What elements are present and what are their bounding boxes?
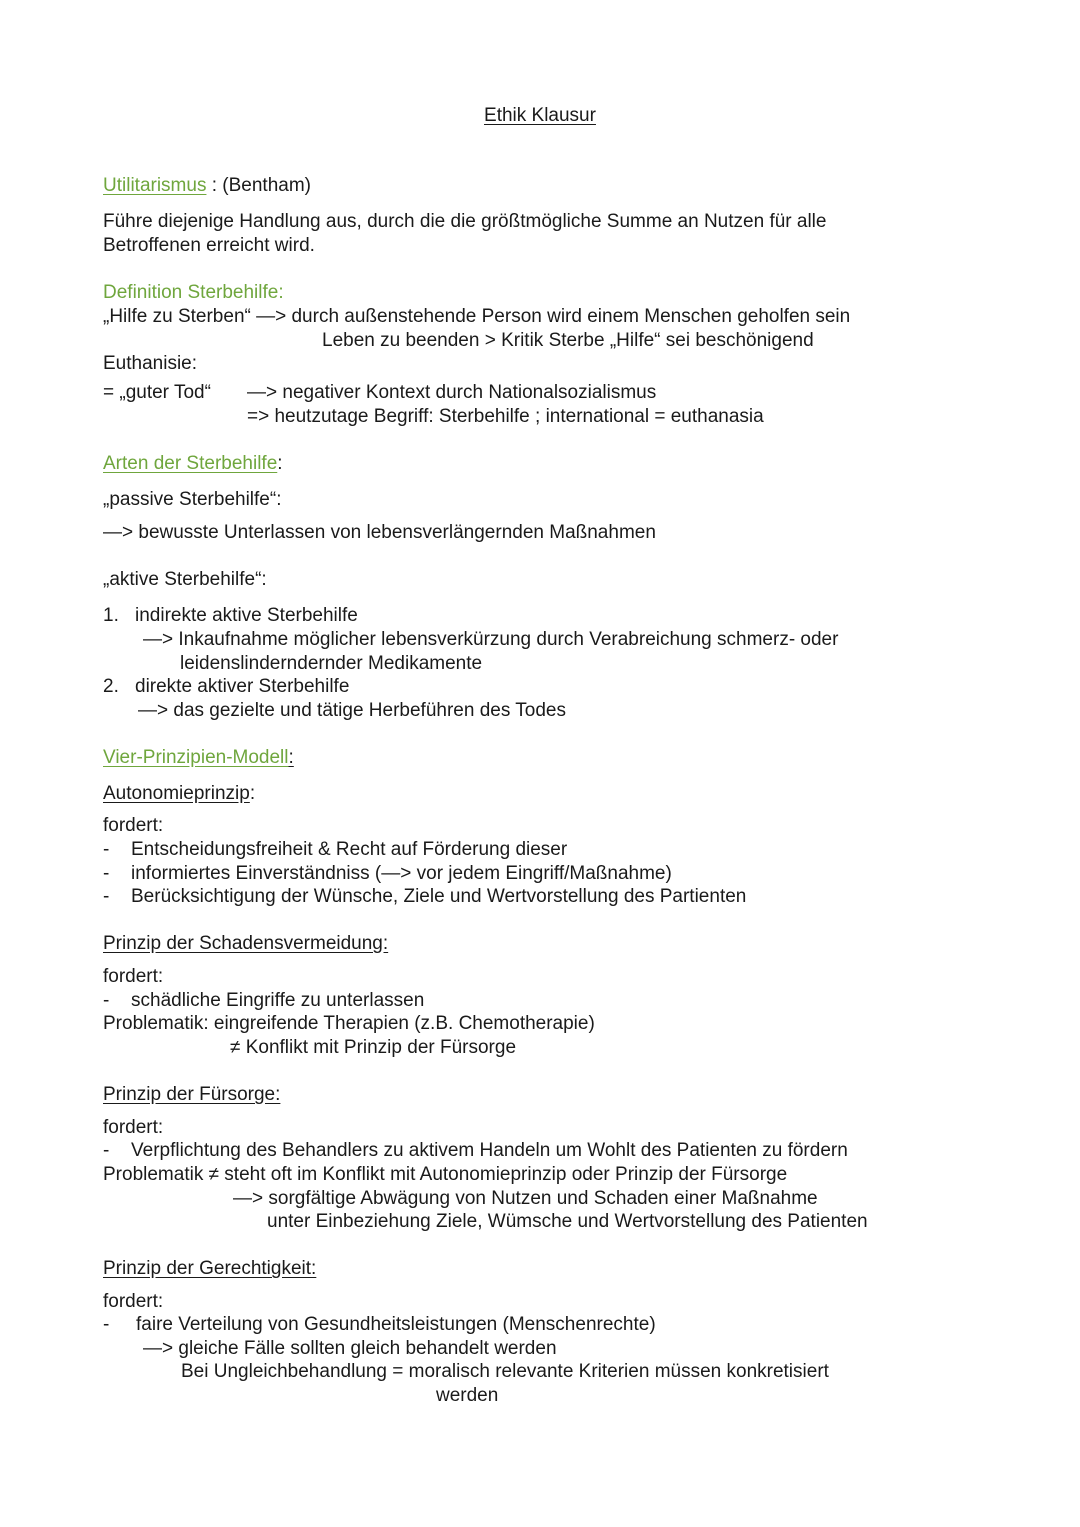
page-title: Ethik Klausur (484, 105, 596, 126)
fuersorge-heading: Prinzip der Fürsorge: (103, 1084, 281, 1105)
indirekt-description-2: leidenslinderndernder Medikamente (180, 653, 483, 674)
euthanasie-label: Euthanisie: (103, 353, 198, 374)
definition-text-1: „Hilfe zu Sterben“ —> durch außenstehende Person wird einem Menschen geholfen sein (103, 306, 851, 327)
fuersorge-fordert: fordert: (103, 1117, 164, 1138)
bullet-dash: - (103, 886, 110, 907)
aktive-label: „aktive Sterbehilfe“: (103, 569, 267, 590)
autonomie-bullet-3: Berücksichtigung der Wünsche, Ziele und Wertvorstellung des Partienten (131, 886, 747, 907)
gerechtigkeit-fordert: fordert: (103, 1291, 164, 1312)
fuersorge-arrow-1: —> sorgfältige Abwägung von Nutzen und Schaden einer Maßnahme (233, 1188, 818, 1209)
autonomie-heading-line (103, 782, 255, 806)
euthanasie-arrow-2: => heutzutage Begriff: Sterbehilfe ; international = euthanasia (247, 406, 764, 427)
schaden-problematik: Problematik: eingreifende Therapien (z.B. Chemotherapie) (103, 1013, 595, 1034)
schaden-fordert: fordert: (103, 966, 164, 987)
utilitarismus-heading: Utilitarismus (103, 175, 207, 196)
gerechtigkeit-line-4: werden (436, 1385, 499, 1406)
list-item-indirekt: indirekte aktive Sterbehilfe (135, 605, 358, 626)
arten-heading-line (103, 452, 283, 476)
vier-prinzipien-heading-line (103, 746, 294, 770)
bullet-dash: - (103, 839, 110, 860)
fuersorge-bullet-1: Verpflichtung des Behandlers zu aktivem Handeln um Wohlt des Patienten zu fördern (131, 1140, 848, 1161)
guter-tod: = „guter Tod“ (103, 382, 211, 403)
autonomie-heading: Autonomieprinzip (103, 783, 250, 804)
bullet-dash: - (103, 863, 110, 884)
gerechtigkeit-heading: Prinzip der Gerechtigkeit: (103, 1258, 317, 1279)
autonomie-bullet-2: informiertes Einverständniss (—> vor jedem Eingriff/Maßnahme) (131, 863, 672, 884)
list-item-direkt: direkte aktiver Sterbehilfe (135, 676, 350, 697)
schaden-konflikt: ≠ Konflikt mit Prinzip der Fürsorge (230, 1037, 517, 1058)
bullet-dash: - (103, 1140, 110, 1161)
arten-colon: : (277, 453, 283, 474)
gerechtigkeit-arrow-1: —> gleiche Fälle sollten gleich behandelt werden (143, 1338, 557, 1359)
utilitarismus-text-2: Betroffenen erreicht wird. (103, 235, 315, 256)
autonomie-bullet-1: Entscheidungsfreiheit & Recht auf Förderung dieser (131, 839, 568, 860)
gerechtigkeit-bullet-1: faire Verteilung von Gesundheitsleistungen (Menschenrechte) (136, 1314, 656, 1335)
autonomie-fordert: fordert: (103, 815, 164, 836)
passive-description: —> bewusste Unterlassen von lebensverlängernden Maßnahmen (103, 522, 656, 543)
passive-label: „passive Sterbehilfe“: (103, 489, 282, 510)
utilitarismus-suffix: : (Bentham) (206, 175, 311, 196)
schaden-heading: Prinzip der Schadensvermeidung: (103, 933, 389, 954)
autonomie-colon: : (249, 783, 256, 804)
bullet-dash: - (103, 1314, 110, 1335)
definition-heading: Definition Sterbehilfe: (103, 282, 284, 303)
fuersorge-problematik: Problematik ≠ steht oft im Konflikt mit Autonomieprinzip oder Prinzip der Fürsorge (103, 1164, 788, 1185)
fuersorge-arrow-2: unter Einbeziehung Ziele, Wümsche und Wertvorstellung des Patienten (267, 1211, 868, 1232)
bullet-dash: - (103, 990, 110, 1011)
definition-text-2: Leben zu beenden > Kritik Sterbe „Hilfe“ sei beschönigend (322, 330, 814, 351)
indirekt-description-1: —> Inkaufnahme möglicher lebensverkürzung durch Verabreichung schmerz- oder (143, 629, 839, 650)
euthanasie-arrow-1: —> negativer Kontext durch Nationalsozialismus (247, 382, 657, 403)
utilitarismus-text-1: Führe diejenige Handlung aus, durch die die größtmögliche Summe an Nutzen für alle (103, 211, 827, 232)
list-item-number-2: 2. (103, 676, 119, 697)
direkt-description: —> das gezielte und tätige Herbeführen des Todes (138, 700, 566, 721)
schaden-bullet-1: schädliche Eingriffe zu unterlassen (131, 990, 425, 1011)
list-item-number-1: 1. (103, 605, 119, 626)
utilitarismus-heading-line (103, 174, 311, 198)
vier-prinzipien-colon: : (288, 747, 294, 768)
arten-heading: Arten der Sterbehilfe (103, 453, 278, 474)
gerechtigkeit-line-3: Bei Ungleichbehandlung = moralisch relevante Kriterien müssen konkretisiert (181, 1361, 829, 1382)
vier-prinzipien-heading: Vier-Prinzipien-Modell (103, 747, 289, 768)
